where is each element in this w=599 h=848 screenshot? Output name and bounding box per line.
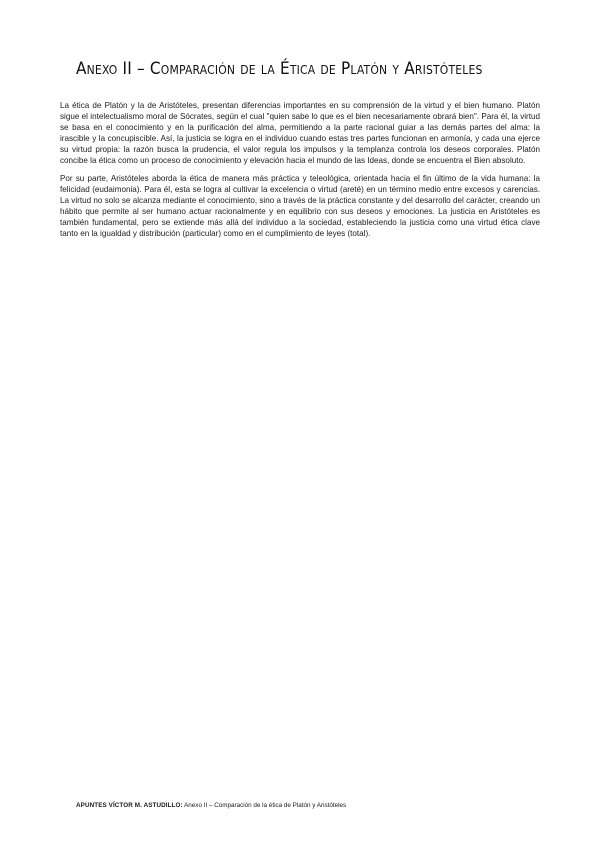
footer-text: Anexo II – Comparación de la ética de Platón y Aristóteles	[182, 802, 347, 809]
paragraph-aristoteles: Por su parte, Aristóteles aborda la ética de manera más práctica y teleológica, orientada hacia el fin último de la vida humana: la felicidad (eudaimonia). Para él, esta se logra al cultivar la excelencia o virtud (areté) en un término medio entre excesos y carencias. La virtud no solo se alcanza mediante el conocimiento, sino a través de la práctica constante y del desarrollo del carácter, creando un hábito que permite al ser humano actuar racionalmente y en equilibrio con sus deseos y emociones. La justicia en Aristóteles es también fundamental, pero se extiende más allá del individuo a la sociedad, estableciendo la justicia como una virtud ética clave tanto en la igualdad y distribución (particular) como en el cumplimiento de leyes (total).	[60, 173, 540, 239]
document-title: Anexo II – Comparación de la Ética de Platón y Aristóteles	[76, 59, 483, 79]
paragraph-platon: La ética de Platón y la de Aristóteles, presentan diferencias importantes en su comprensión de la virtud y el bien humano. Platón sigue el intelectualismo moral de Sócrates, según el cual "quien sabe lo que es el bien necesariamente obrará bien". Para él, la virtud se basa en el conocimiento y en la purificación del alma, permitiendo a la parte racional guiar a las demás partes del alma: la irascible y la concupiscible. Así, la justicia se logra en el individuo cuando estas tres partes funcionan en armonía, y cada una ejerce su virtud propia: la razón busca la prudencia, el valor regula los impulsos y la templanza controla los deseos corporales. Platón concibe la ética como un proceso de conocimiento y elevación hacia el mundo de las Ideas, donde se encuentra el Bien absoluto.	[60, 101, 540, 166]
document-body	[60, 100, 540, 245]
footer-author: APUNTES VÍCTOR M. ASTUDILLO:	[76, 802, 183, 809]
page-footer	[76, 801, 556, 810]
